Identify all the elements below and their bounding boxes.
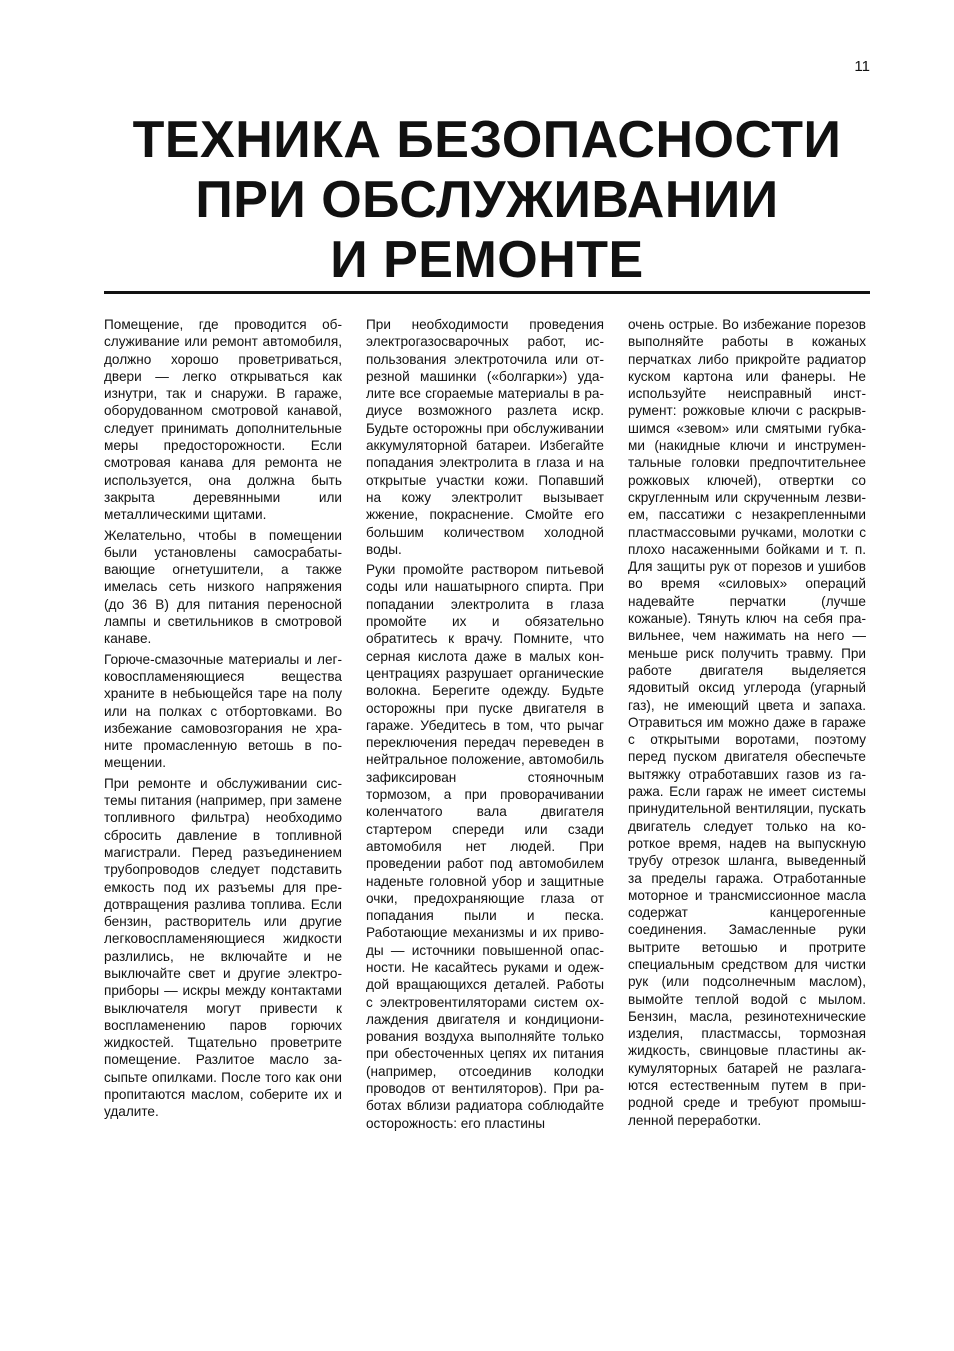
title-divider	[104, 291, 870, 294]
paragraph: Горюче-смазочные материалы и легковоспламеняющиеся вещества храните в небьющейся таре на полу или на полках с отбортовками. Во избежание самовозгорания не храните промасленную ветошь в помещении.	[104, 651, 342, 771]
text-column-2	[366, 316, 604, 1135]
text-column-1	[104, 316, 342, 1124]
paragraph: Руки промойте раствором питьевой соды или нашатырного спирта. При попадании электролита в глаза промойте их и обязательно обратитесь к врачу. Помните, что серная кислота даже в малых концентрациях разрушает органические волокна. Берегите одежду. Будьте осторожны при пуске двигателя в гараже. Убедитесь в том, что рычаг переключения передач переведен в нейтральное положение, автомобиль зафиксирован стояночным тормозом, а при проворачивании коленчатого вала двигателя стартером спереди или сзади автомобиля нет людей. При проведении работ под автомобилем наденьте головной убор и защитные очки, предохраняющие глаза от попадания пыли и песка. Работающие механизмы и их приводы — источники повышенной опасности. Не касайтесь руками и одеждой вращающихся деталей. Работы с электровентиляторами систем охлаждения двигателя и кондиционирования воздуха выполняйте только при обесточенных цепях их питания (например, отсоединив колодки проводов от вентиляторов). При работах вблизи радиатора соблюдайте осторожность: его пластины	[366, 562, 604, 1131]
paragraph: При необходимости проведения электрогазосварочных работ, использования электроточила или отрезной машинки («болгарки») удалите все сгораемые материалы в радиусе возможного разлета искр. Будьте осторожны при обслуживании аккумуляторной батареи. Избегайте попадания электролита в глаза и на открытые участки кожи. Попавший на кожу электролит вызывает жжение, покраснение. Смойте его большим количеством холодной воды.	[366, 317, 604, 557]
title-line-2: ПРИ ОБСЛУЖИВАНИИ	[195, 171, 779, 229]
page-title	[104, 110, 870, 290]
title-line-1: ТЕХНИКА БЕЗОПАСНОСТИ	[132, 111, 842, 169]
text-column-3	[628, 316, 866, 1132]
paragraph: Желательно, чтобы в помещении были установлены самосрабатывающие огнетушители, а также имелась сеть низкого напряжения (до 36 В) для питания переносной лампы и светильников в смотровой канаве.	[104, 527, 342, 647]
paragraph: Помещение, где проводится обслуживание или ремонт автомобиля, должно хорошо проветриваться, двери — легко открываться как изнутри, так и снаружи. В гараже, оборудованном смотровой канавой, следует принимать дополнительные меры предосторожности. Если смотровая канава для ремонта не используется, она должна быть закрыта деревянными или металлическими щитами.	[104, 317, 342, 523]
paragraph: При ремонте и обслуживании системы питания (например, при замене топливного фильтра) необходимо сбросить давление в топливной магистрали. Перед разъединением трубопроводов следует подставить емкость под их разъемы для предотвращения разлива топлива. Если бензин, растворитель или другие легковоспламеняющиеся жидкости разлились, не включайте и не выключайте свет и другие электроприборы — искры между контактами выключателя могут привести к воспламенению паров горючих жидкостей. Тщательно проветрите помещение. Разлитое масло засыпьте опилками. После того как они пропитаются маслом, соберите их и удалите.	[104, 775, 342, 1120]
title-line-3: И РЕМОНТЕ	[330, 231, 644, 289]
page-number: 11	[854, 58, 870, 75]
paragraph: очень острые. Во избежание порезов выполняйте работы в кожаных перчатках либо прикройте радиатор куском картона или фанеры. Не используйте неисправный инструмент: рожковые ключи с раскрывшимся «зевом» или смятыми губками (накидные ключи и инструментальные головки предпочтительнее рожковых ключей), отвертки со скругленным или скрученным лезвием, пассатижи с незакрепленными пластмассовыми ручками, молотки с плохо насаженными бойками и т. п. Для защиты рук от порезов и ушибов во время «силовых» операций надевайте перчатки (лучше кожаные). Тянуть ключ на себя правильнее, чем нажимать на него — меньше риск получить травму. При работе двигателя выделяется ядовитый оксид углерода (угарный газ), не имеющий цвета и запаха. Отравиться им можно даже в гараже с открытыми воротами, поэтому перед пуском двигателя обеспечьте вытяжку отработавших газов из гаража. Если гараж не имеет системы принудительной вентиляции, пускать двигатель следует только на короткое время, надев на выпускную трубу отрезок шланга, выведенный за пределы гаража. Отработанные моторное и трансмиссионное масла содержат канцерогенные соединения. Замасленные руки вытрите ветошью и протрите специальным средством для чистки рук (или подсолнечным маслом), вымойте теплой водой с мылом. Бензин, масла, резинотехнические изделия, пластмассы, тормозная жидкость, свинцовые пластины аккумуляторных батарей не разлагаются естественным путем в природной среде и требуют промышленной переработки.	[628, 317, 866, 1128]
